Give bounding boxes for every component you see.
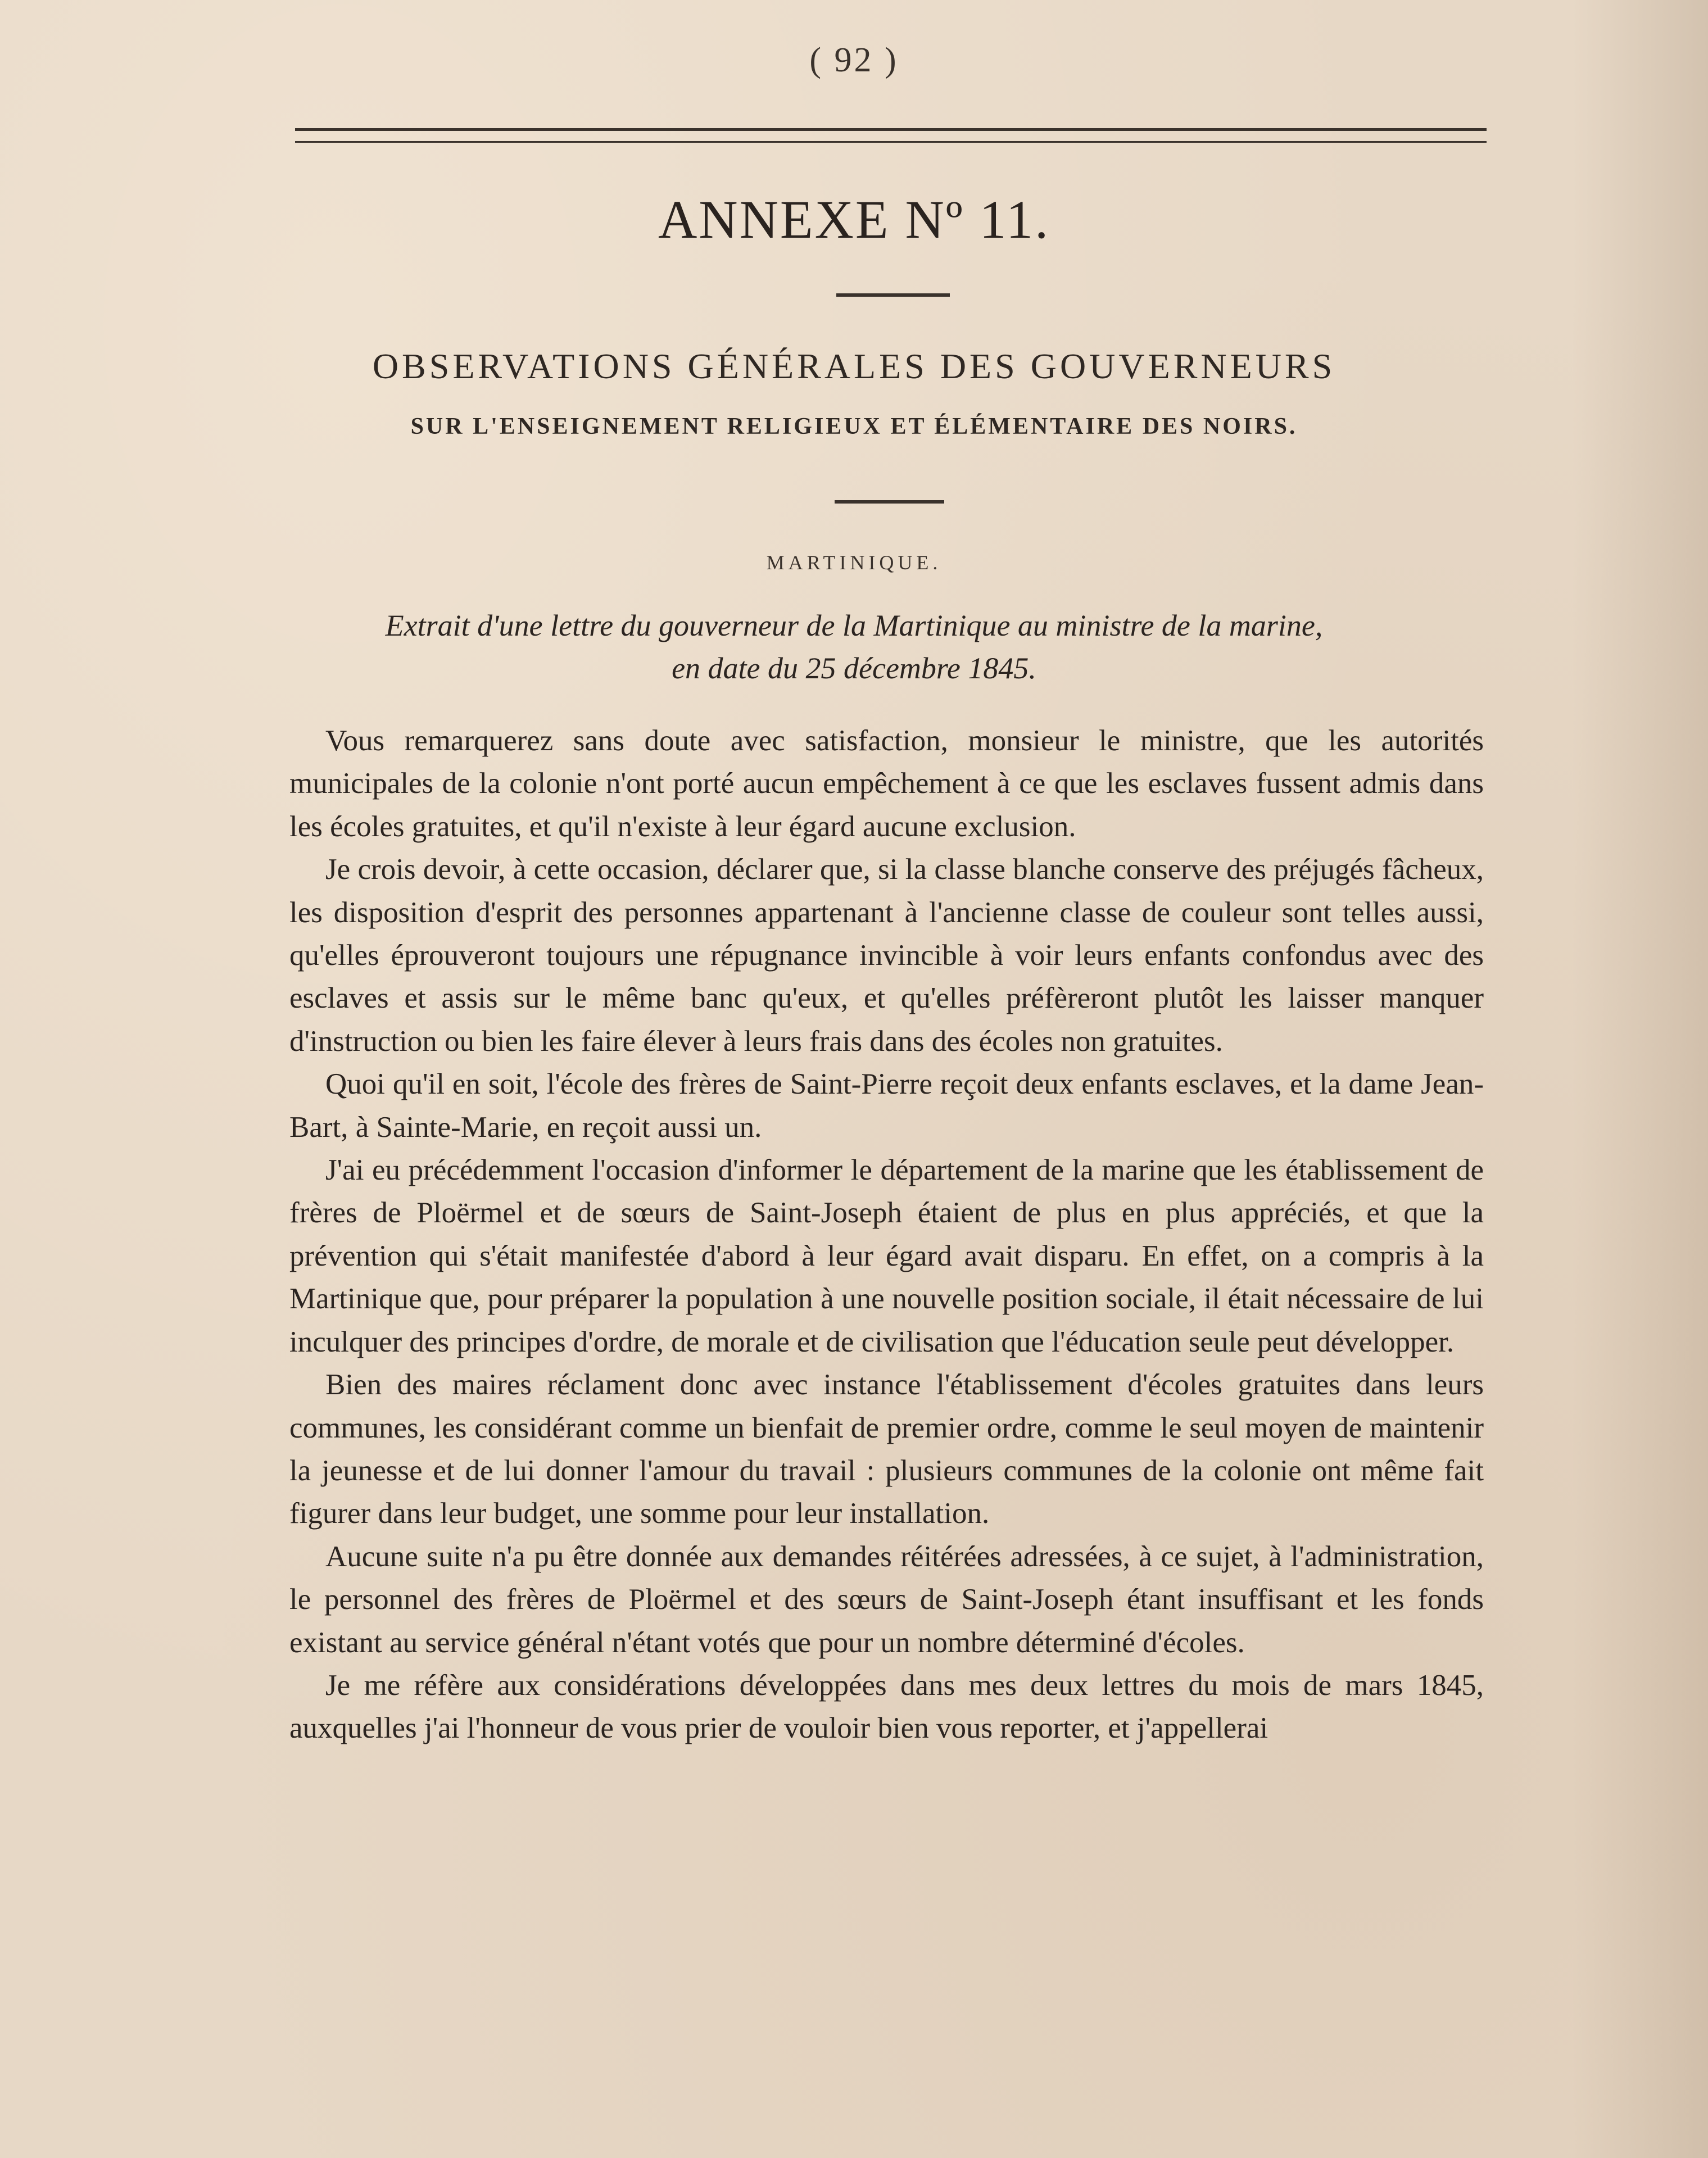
section-label: MARTINIQUE. — [766, 551, 942, 574]
body-text — [289, 719, 1484, 1750]
heading-divider — [835, 500, 944, 504]
title-divider — [836, 293, 950, 297]
header-double-rule — [295, 128, 1487, 143]
annex-title: ANNEXE Nº 11. — [658, 189, 1050, 250]
paragraph: Quoi qu'il en soit, l'école des frères de Saint-Pierre reçoit deux enfants esclaves, et la dame Jean-Bart, à Sainte-Marie, en reçoit aussi un. — [289, 1068, 1484, 1144]
paragraph: J'ai eu précédemment l'occasion d'informer le département de la marine que les établissement de frères de Ploërmel et de sœurs de Saint-Joseph étaient de plus en plus appréciés, et que la prévention qui s'était manifestée d'abord à leur égard avait disparu. En effet, on a compris à la Martinique que, pour préparer la population à une nouvelle position sociale, il était nécessaire de lui inculquer des principes d'ordre, de morale et de civilisation que l'éducation seule peut développer. — [289, 1154, 1484, 1358]
sub-heading: SUR L'ENSEIGNEMENT RELIGIEUX ET ÉLÉMENTAIRE DES NOIRS. — [410, 414, 1298, 439]
paragraph: Bien des maires réclament donc avec instance l'établissement d'écoles gratuites dans leurs communes, les considérant comme un bienfait de premier ordre, comme le seul moyen de maintenir la jeunesse et de lui donner l'amour du travail : plusieurs communes de la colonie ont même fait figurer dans leur budget, une somme pour leur installation. — [289, 1368, 1484, 1530]
paragraph: Vous remarquerez sans doute avec satisfaction, monsieur le ministre, que les autorités municipales de la colonie n'ont porté aucun empêchement à ce que les esclaves fussent admis dans les écoles gratuites, et qu'il n'existe à leur égard aucune exclusion. — [289, 724, 1484, 843]
page-number: ( 92 ) — [809, 41, 899, 79]
letter-extract-line-2: en date du 25 décembre 1845. — [672, 651, 1036, 685]
main-heading: OBSERVATIONS GÉNÉRALES DES GOUVERNEURS — [372, 346, 1336, 386]
paragraph: Je me réfère aux considérations développées dans mes deux lettres du mois de mars 1845, auxquelles j'ai l'honneur de vous prier de vouloir bien vous reporter, et j'appellerai — [289, 1669, 1484, 1745]
letter-extract-caption — [0, 604, 1708, 690]
paragraph: Je crois devoir, à cette occasion, déclarer que, si la classe blanche conserve des préjugés fâcheux, les disposition d'esprit des personnes appartenant à l'ancienne classe de couleur sont telles aussi, qu'elles éprouveront toujours une répugnance invincible à voir leurs enfants confondus avec des esclaves et assis sur le même banc qu'eux, et qu'elles préfèreront plutôt les laisser manquer d'instruction ou bien les faire élever à leurs frais dans des écoles non gratuites. — [289, 853, 1484, 1058]
paragraph: Aucune suite n'a pu être donnée aux demandes réitérées adressées, à ce sujet, à l'administration, le personnel des frères de Ploërmel et des sœurs de Saint-Joseph étant insuffisant et les fonds existant au service général n'étant votés que pour un nombre déterminé d'écoles. — [289, 1540, 1484, 1659]
letter-extract-line-1: Extrait d'une lettre du gouverneur de la Martinique au ministre de la marine, — [385, 609, 1323, 642]
